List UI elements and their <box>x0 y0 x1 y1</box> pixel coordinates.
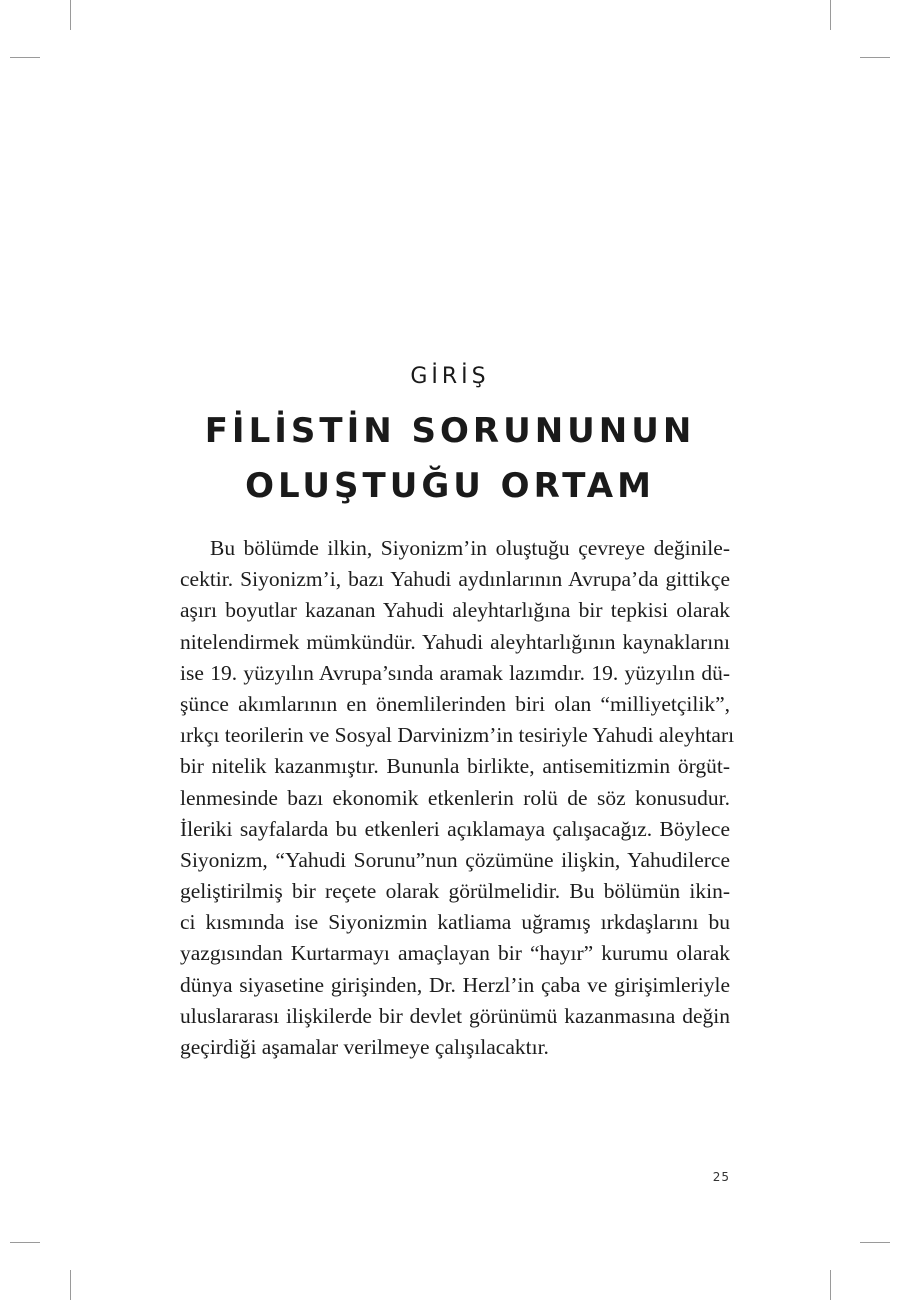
text-line: Siyonizm, “Yahudi Sorunu”nun çözümüne ilişkin, Yahudilerce <box>180 847 730 872</box>
text-line: ırkçı teorilerin ve Sosyal Darvinizm’in tesiriyle Yahudi aleyhtarı <box>180 723 735 748</box>
crop-mark-top-left <box>70 0 71 30</box>
chapter-title-line-1: FİLİSTİN SORUNUNUN <box>204 411 696 451</box>
text-line: Bu bölümde ilkin, Siyonizm’in oluştuğu çevreye değinile- <box>210 536 730 560</box>
crop-mark-top-right <box>830 0 831 30</box>
text-line: yazgısından Kurtarmayı amaçlayan bir “hayır” kurumu olarak <box>180 941 730 966</box>
page-number: 25 <box>712 1170 730 1184</box>
crop-mark-bottom-left <box>70 1270 71 1300</box>
crop-mark-left-top <box>10 57 40 58</box>
text-line: uluslararası ilişkilerde bir devlet görünümü kazanmasına değin <box>180 1003 730 1028</box>
text-line: ci kısmında ise Siyonizmin katliama uğramış ırkdaşlarını bu <box>180 910 730 935</box>
text-line: dünya siyasetine girişinden, Dr. Herzl’in çaba ve girişimleriyle <box>180 972 730 997</box>
chapter-title <box>0 404 900 514</box>
text-line: cektir. Siyonizm’i, bazı Yahudi aydınlarının Avrupa’da gittikçe <box>180 567 730 592</box>
text-line: lenmesinde bazı ekonomik etkenlerin rolü de söz konusudur. <box>180 785 730 810</box>
text-line: nitelendirmek mümkündür. Yahudi aleyhtarlığının kaynaklarını <box>180 629 730 654</box>
text-line: şünce akımlarının en önemlilerinden biri olan “milliyetçilik”, <box>180 691 730 716</box>
crop-mark-right-bottom <box>860 1242 890 1243</box>
crop-mark-right-top <box>860 57 890 58</box>
text-line: geliştirilmiş bir reçete olarak görülmelidir. Bu bölümün ikin- <box>180 879 730 904</box>
text-line: geçirdiği aşamalar verilmeye çalışılacaktır. <box>180 1035 549 1059</box>
text-line: İleriki sayfalarda bu etkenleri açıklamaya çalışacağız. Böylece <box>180 816 730 841</box>
chapter-label: GİRİŞ <box>410 364 490 389</box>
text-line: aşırı boyutlar kazanan Yahudi aleyhtarlığına bir tepkisi olarak <box>180 598 730 623</box>
text-line: ise 19. yüzyılın Avrupa’sında aramak lazımdır. 19. yüzyılın dü- <box>180 660 730 685</box>
text-line: bir nitelik kazanmıştır. Bununla birlikte, antisemitizmin örgüt- <box>180 754 730 779</box>
chapter-title-line-2: OLUŞTUĞU ORTAM <box>245 466 655 506</box>
body-paragraph <box>180 533 735 1063</box>
crop-mark-bottom-right <box>830 1270 831 1300</box>
crop-mark-left-bottom <box>10 1242 40 1243</box>
